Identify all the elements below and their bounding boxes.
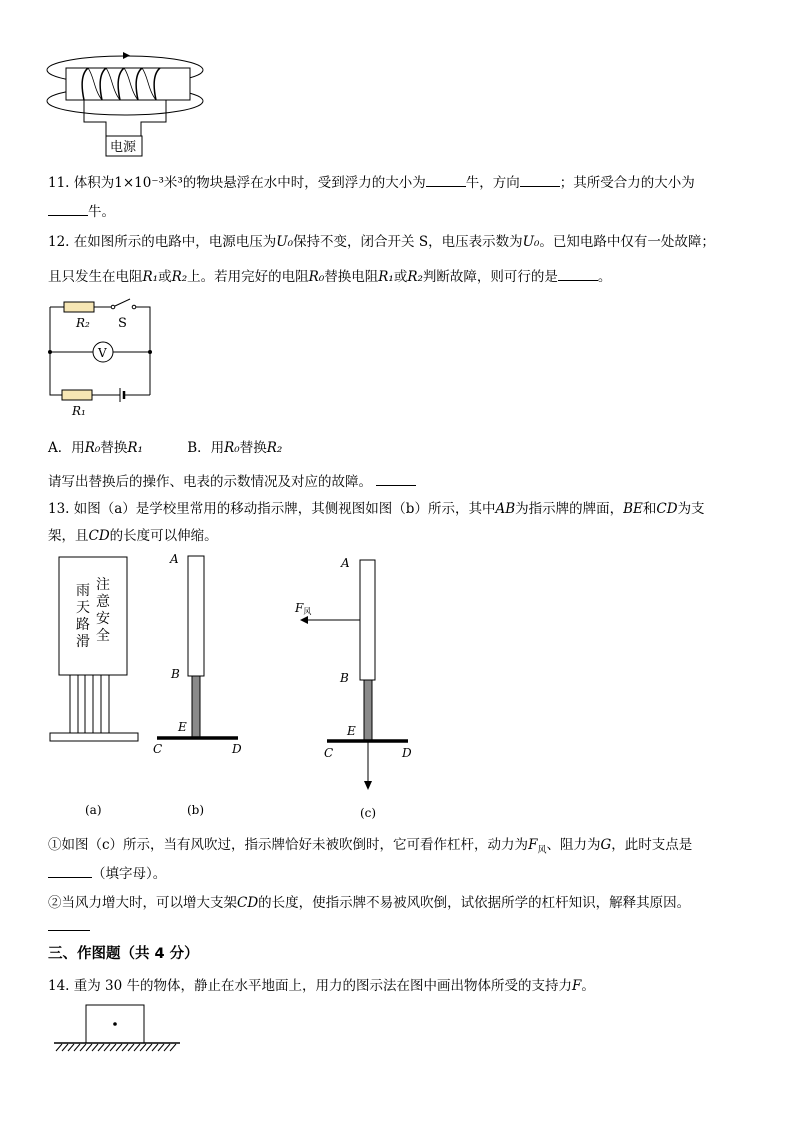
label-s: S	[118, 316, 127, 331]
q12-line1	[48, 230, 715, 250]
q12-text-2d: 替换电阻	[324, 269, 379, 285]
q12-text-2c: 上。若用完好的电阻	[187, 269, 309, 285]
q13-sub1-text-a: ①如图（c）所示，当有风吹过，指示牌恰好未被吹倒时，它可看作杠杆，动力为	[48, 837, 529, 853]
q13-sub1-text-c: ，此时支点是	[611, 837, 693, 853]
label-e: E	[178, 720, 187, 734]
q13-sub2-answer-blank[interactable]	[48, 930, 90, 931]
figure-a-sign	[48, 555, 143, 745]
label-b: B	[171, 667, 180, 681]
var-be: BE	[623, 501, 643, 517]
q12-instruction	[48, 470, 416, 490]
q13-sub1-line1	[48, 833, 692, 856]
q13-sub1-line2	[48, 862, 166, 882]
power-source-label: 电源	[110, 140, 137, 155]
q11-line1	[48, 171, 695, 191]
q13-text-1c: 和	[642, 501, 657, 517]
q13-text-2a: 架，且	[48, 528, 89, 544]
q12-line2	[48, 265, 611, 285]
section-3-title: 三、作图题（共 4 分）	[48, 946, 199, 962]
var-r2: R₂	[171, 269, 188, 285]
q11-text-b: 牛，方向	[465, 175, 520, 191]
q11-text-c: ；其所受合力的大小为	[559, 175, 695, 191]
q13-line1	[48, 497, 705, 517]
q12-text-2a: 且只发生在电阻	[48, 269, 143, 285]
label-c: C	[324, 746, 334, 760]
q12-text-2b: 或	[158, 269, 172, 285]
resistor-r1	[62, 390, 92, 400]
q12-blank-choice[interactable]	[558, 266, 598, 281]
figure-c-force-diagram	[292, 550, 422, 795]
q11-blank-force[interactable]	[426, 172, 466, 187]
resistor-r2	[64, 302, 94, 312]
q13-text-1b: 为指示牌的牌面，	[515, 501, 624, 517]
sign-char: 路	[76, 617, 90, 633]
q13-blank-fulcrum[interactable]	[48, 863, 92, 878]
q11-text-a: 11. 体积为1×10⁻³米³的物块悬浮在水中时，受到浮力的大小为	[48, 175, 426, 191]
caption-c: (c)	[360, 806, 377, 820]
q11-blank-direction[interactable]	[520, 172, 560, 187]
q14-text-end: 。	[581, 978, 595, 994]
q13-sub1-text-d: （填字母）。	[92, 866, 167, 882]
q12-instruction-text: 请写出替换后的操作、电表的示数情况及对应的故障。	[48, 474, 372, 490]
var-r1: R₁	[378, 269, 394, 285]
figure-b-side-view	[150, 548, 250, 763]
var-u0: U₀	[276, 234, 294, 250]
var-f: F	[528, 837, 538, 853]
var-cd: CD	[88, 528, 110, 544]
var-r2: R₂	[266, 440, 283, 456]
var-r1: R₁	[127, 440, 143, 456]
q12-option-b[interactable]	[187, 440, 282, 456]
label-c: C	[153, 742, 163, 756]
q11-line2	[48, 200, 115, 220]
label-d: D	[232, 742, 242, 756]
var-r1: R₁	[142, 269, 159, 285]
label-v: V	[98, 346, 107, 360]
q13-text-1a: 13. 如图（a）是学校里常用的移动指示牌，其侧视图如图（b）所示，其中	[48, 501, 496, 517]
label-e: E	[347, 724, 356, 738]
var-cd: CD	[656, 501, 678, 517]
var-r0: R₀	[224, 440, 240, 456]
q12-text-2end: 。	[597, 269, 612, 285]
var-r0: R₀	[308, 269, 325, 285]
ground-hatching	[56, 1044, 176, 1051]
circuit-diagram	[46, 297, 156, 422]
label-b: B	[340, 671, 349, 685]
sign-char: 意	[96, 594, 110, 610]
q14-text-a: 14. 重为 30 牛的物体，静止在水平地面上，用力的图示法在图中画出物体所受的支持力	[48, 978, 573, 994]
replace-word: 替换	[100, 440, 128, 456]
q13-sub2	[48, 891, 690, 911]
var-r0: R₀	[84, 440, 101, 456]
switch-s[interactable]	[115, 299, 130, 306]
label-a: A	[341, 556, 350, 570]
q13-sub1-text-b: 、阻力为	[546, 837, 601, 853]
solenoid-figure	[44, 46, 214, 162]
q11-blank-resultant[interactable]	[48, 201, 88, 216]
q12-text-2f: 判断故障，则可行的是	[422, 269, 558, 285]
object-on-ground-figure	[52, 1003, 187, 1055]
sign-char: 雨	[76, 583, 90, 599]
q12-option-a[interactable]	[48, 440, 143, 456]
q12-text-1a: 12. 在如图所示的电路中，电源电压为	[48, 234, 277, 250]
label-f-wind: F风	[295, 601, 312, 616]
label-a: A	[170, 552, 179, 566]
var-u0: U₀	[522, 234, 540, 250]
var-f-subscript: 风	[537, 845, 547, 856]
q13-line2	[48, 524, 218, 544]
sign-char: 注	[96, 577, 110, 593]
q12-text-2e: 或	[393, 269, 408, 285]
var-f: F	[572, 978, 582, 994]
sign-char: 全	[96, 628, 110, 644]
option-a-label: A．用	[48, 440, 85, 456]
q13-text-1d: 为支	[677, 501, 705, 517]
sign-char: 滑	[76, 634, 90, 650]
sign-char: 天	[76, 600, 90, 616]
q12-options	[48, 436, 282, 456]
label-r1: R₁	[72, 404, 86, 418]
sign-char: 安	[96, 611, 110, 627]
q13-sub2-text-b: 的长度，使指示牌不易被风吹倒，试依据所学的杠杆知识，解释其原因。	[258, 895, 691, 911]
replace-word: 替换	[239, 440, 267, 456]
q12-blank-answer[interactable]	[376, 471, 416, 486]
option-b-label: B．用	[187, 440, 225, 456]
q12-text-1c: 。已知电路中仅有一处故障；	[539, 234, 715, 250]
label-r2: R₂	[76, 316, 90, 330]
q12-text-1b: 保持不变，闭合开关 S，电压表示数为	[293, 234, 523, 250]
caption-a: (a)	[85, 803, 102, 817]
q13-text-2b: 的长度可以伸缩。	[109, 528, 218, 544]
q11-text-d: 牛。	[88, 204, 115, 220]
var-ab: AB	[495, 501, 516, 517]
q14-text	[48, 974, 595, 994]
var-r2: R₂	[407, 269, 423, 285]
label-d: D	[402, 746, 412, 760]
q13-sub2-text-a: ②当风力增大时，可以增大支架	[48, 895, 237, 911]
var-cd: CD	[237, 895, 259, 911]
var-g: G	[600, 837, 612, 853]
caption-b: (b)	[187, 803, 205, 817]
